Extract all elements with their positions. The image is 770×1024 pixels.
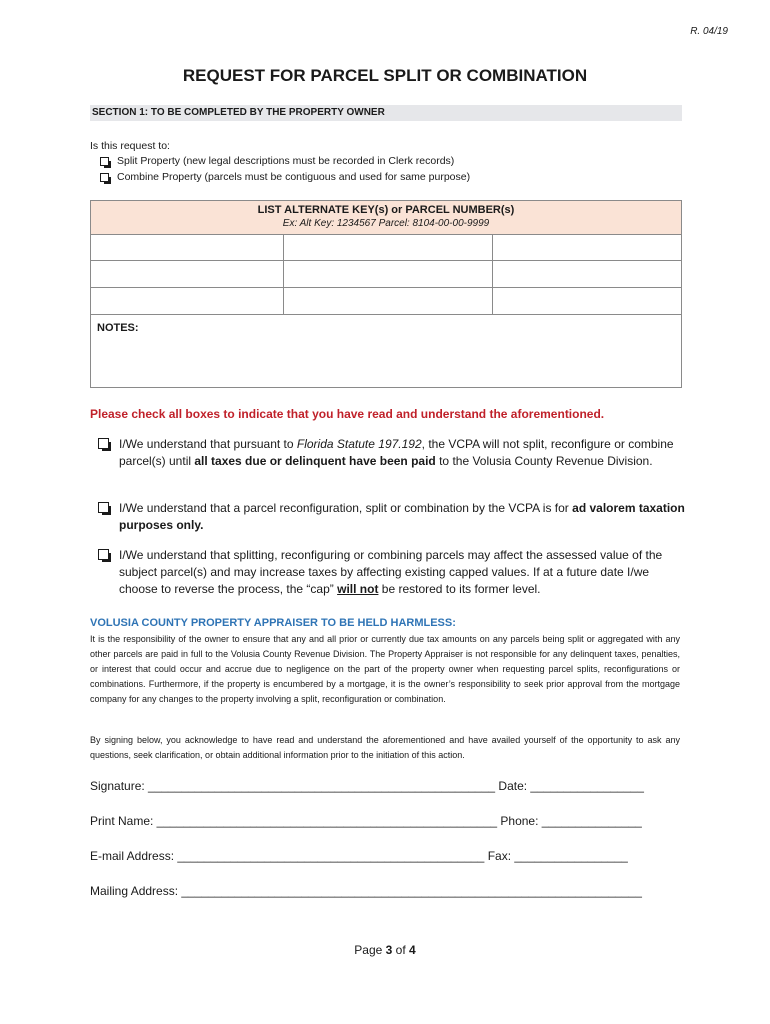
acknowledge-item-2[interactable] xyxy=(98,500,688,536)
hold-harmless-text: It is the responsibility of the owner to ensure that any and all prior or currently due tax amounts on any parcels being split or aggregated with any other parcels are paid in full to the Volusia County Revenue Division. The Property Appraiser is not responsible for any delinquent taxes, penalties, or interest that could occur and accrue due to negligence on the part of the property owner when requesting parcel splits, reconfigurations or combinations. Furthermore, if the property is encumbered by a mortgage, it is the owner’s responsibility to seek prior approval from the mortgage company for any changes to the property involving a split, reconfiguration or combination. xyxy=(90,634,680,704)
page-title: REQUEST FOR PARCEL SPLIT OR COMBINATION xyxy=(182,66,588,85)
hold-harmless-heading: VOLUSIA COUNTY PROPERTY APPRAISER TO BE HELD HARMLESS: xyxy=(90,617,456,629)
table-column-rule xyxy=(492,234,493,314)
acknowledge-warning: Please check all boxes to indicate that you have read and understand the aforementioned. xyxy=(90,407,605,421)
revision-label: R. 04/19 xyxy=(690,26,728,37)
parcel-number-table xyxy=(90,200,682,388)
page-number: Page 3 of 4 xyxy=(354,943,416,957)
parcel-table-heading: LIST ALTERNATE KEY(s) or PARCEL NUMBER(s) xyxy=(257,204,515,216)
checkbox-icon[interactable] xyxy=(100,173,109,182)
checkbox-icon[interactable] xyxy=(98,438,109,449)
option-combine[interactable] xyxy=(100,171,470,183)
table-column-rule xyxy=(283,234,284,314)
acknowledge-item-1-text: I/We understand that pursuant to Florida Statute 197.192, the VCPA will not split, reconfigure or combine parcel(s) until all taxes due or delinquent have been paid to the Volusia County Revenue Division. xyxy=(119,437,674,468)
checkbox-icon[interactable] xyxy=(98,549,109,560)
option-combine-label: Combine Property (parcels must be contiguous and used for same purpose) xyxy=(117,171,471,183)
table-rule xyxy=(91,260,681,261)
signature-date-line[interactable]: Signature: ____________________________________________________ Date: _________________ xyxy=(90,779,644,793)
notes-label: NOTES: xyxy=(97,322,139,334)
acknowledge-item-3-text: I/We understand that splitting, reconfiguring or combining parcels may affect the assessed value of the subject parcel(s) and may increase taxes by affecting existing capped values. If at a future date I/we choose to reverse the process, the “cap” will not be restored to its former level. xyxy=(119,548,663,596)
parcel-table-header xyxy=(91,201,681,235)
section-1-header: SECTION 1: TO BE COMPLETED BY THE PROPERTY OWNER xyxy=(90,105,682,121)
signing-acknowledgement-text: By signing below, you acknowledge to have read and understand the aforementioned and have availed yourself of the opportunity to ask any questions, seek clarification, or obtain additional information prior to the initiation of this action. xyxy=(90,735,680,760)
table-rule xyxy=(91,287,681,288)
checkbox-icon[interactable] xyxy=(100,157,109,166)
parcel-table-example: Ex: Alt Key: 1234567 Parcel: 8104-00-00-9999 xyxy=(282,218,490,229)
table-rule xyxy=(91,314,681,315)
checkbox-icon[interactable] xyxy=(98,502,109,513)
email-fax-line[interactable]: E-mail Address: ______________________________________________ Fax: _________________ xyxy=(90,849,628,863)
acknowledge-item-3[interactable] xyxy=(98,547,688,601)
acknowledge-item-1[interactable] xyxy=(98,436,688,490)
option-split-label: Split Property (new legal descriptions must be recorded in Clerk records) xyxy=(117,155,455,167)
print-name-phone-line[interactable]: Print Name: ___________________________________________________ Phone: _______________ xyxy=(90,814,642,828)
intro-text: Is this request to: xyxy=(90,140,170,152)
mailing-address-line[interactable]: Mailing Address: _____________________________________________________________________ xyxy=(90,884,642,898)
acknowledge-item-2-text: I/We understand that a parcel reconfiguration, split or combination by the VCPA is for ad valorem taxation purposes only. xyxy=(119,501,685,532)
option-split[interactable] xyxy=(100,155,454,167)
